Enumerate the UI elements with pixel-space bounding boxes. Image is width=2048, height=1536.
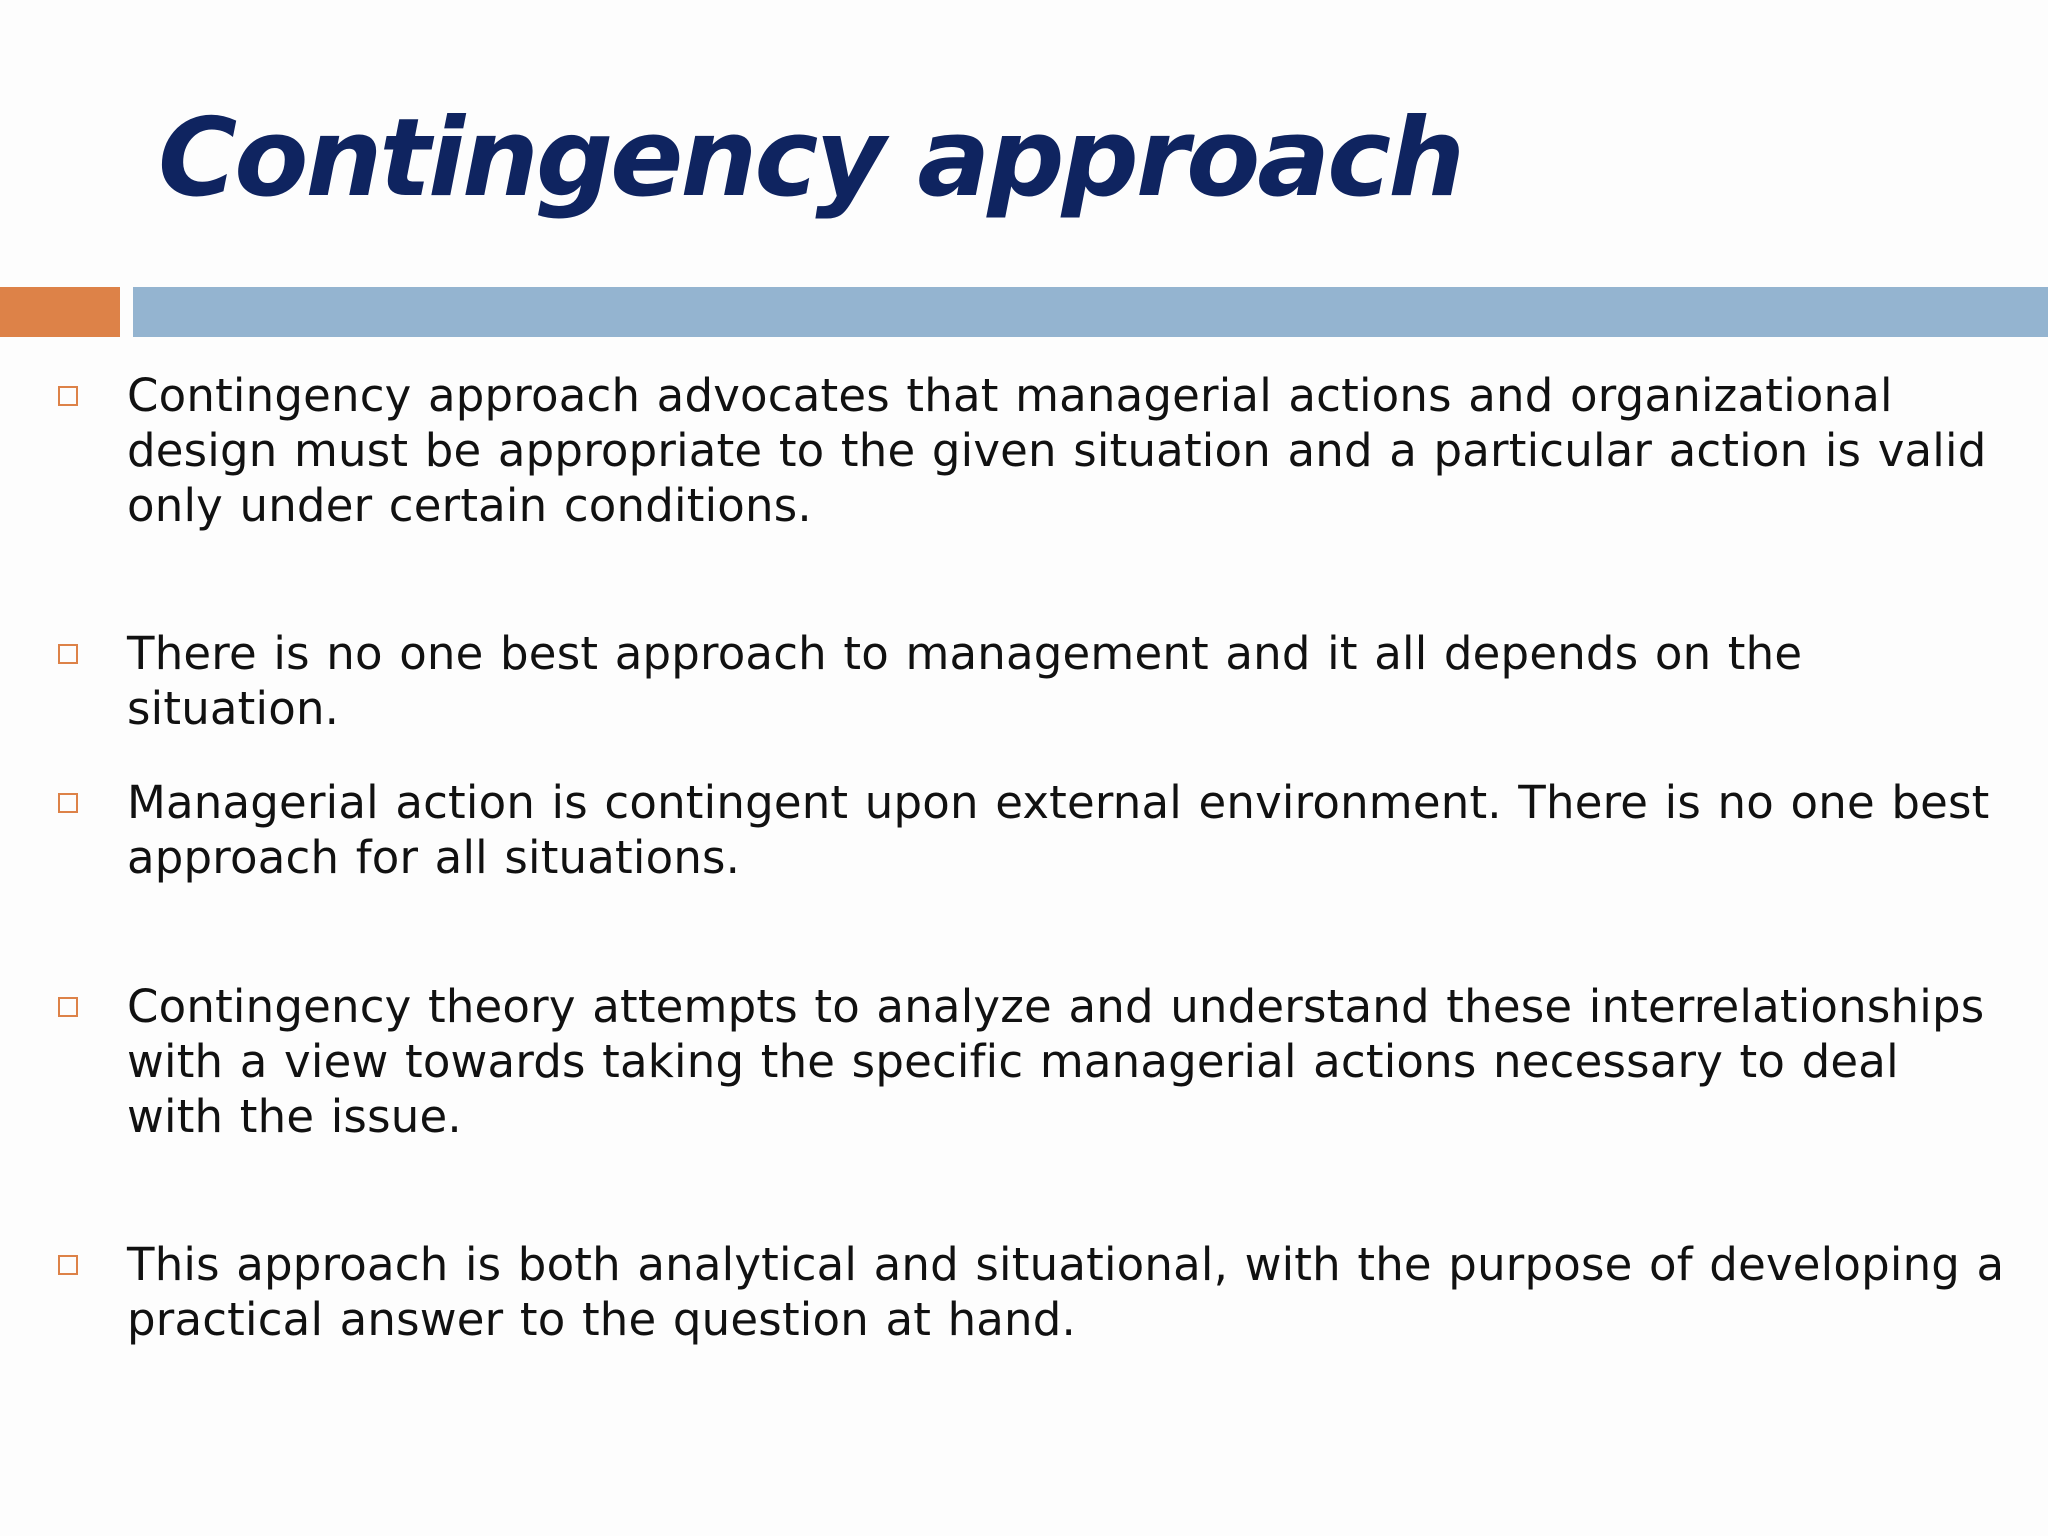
bullet-text: Contingency approach advocates that managerial actions and organizational design must be appropriate to the given situation and a particular action is valid only under certain conditions. <box>127 369 1987 532</box>
accent-bar-orange <box>0 287 120 337</box>
bullet-text: There is no one best approach to management and it all depends on the situation. <box>127 627 1803 735</box>
hollow-square-icon <box>58 793 78 813</box>
bullet-text: Managerial action is contingent upon external environment. There is no one best approach for all situations. <box>127 776 1990 884</box>
bullet-text: Contingency theory attempts to analyze and understand these interrelationships with a view towards taking the specific managerial actions necessary to deal with the issue. <box>127 980 1985 1143</box>
hollow-square-icon <box>58 644 78 664</box>
accent-bar-blue <box>133 287 2048 337</box>
hollow-square-icon <box>58 997 78 1017</box>
hollow-square-icon <box>58 386 78 406</box>
slide-title: Contingency approach <box>158 96 1463 221</box>
bullet-text: This approach is both analytical and situational, with the purpose of developing a practical answer to the question at hand. <box>127 1238 2005 1346</box>
hollow-square-icon <box>58 1255 78 1275</box>
